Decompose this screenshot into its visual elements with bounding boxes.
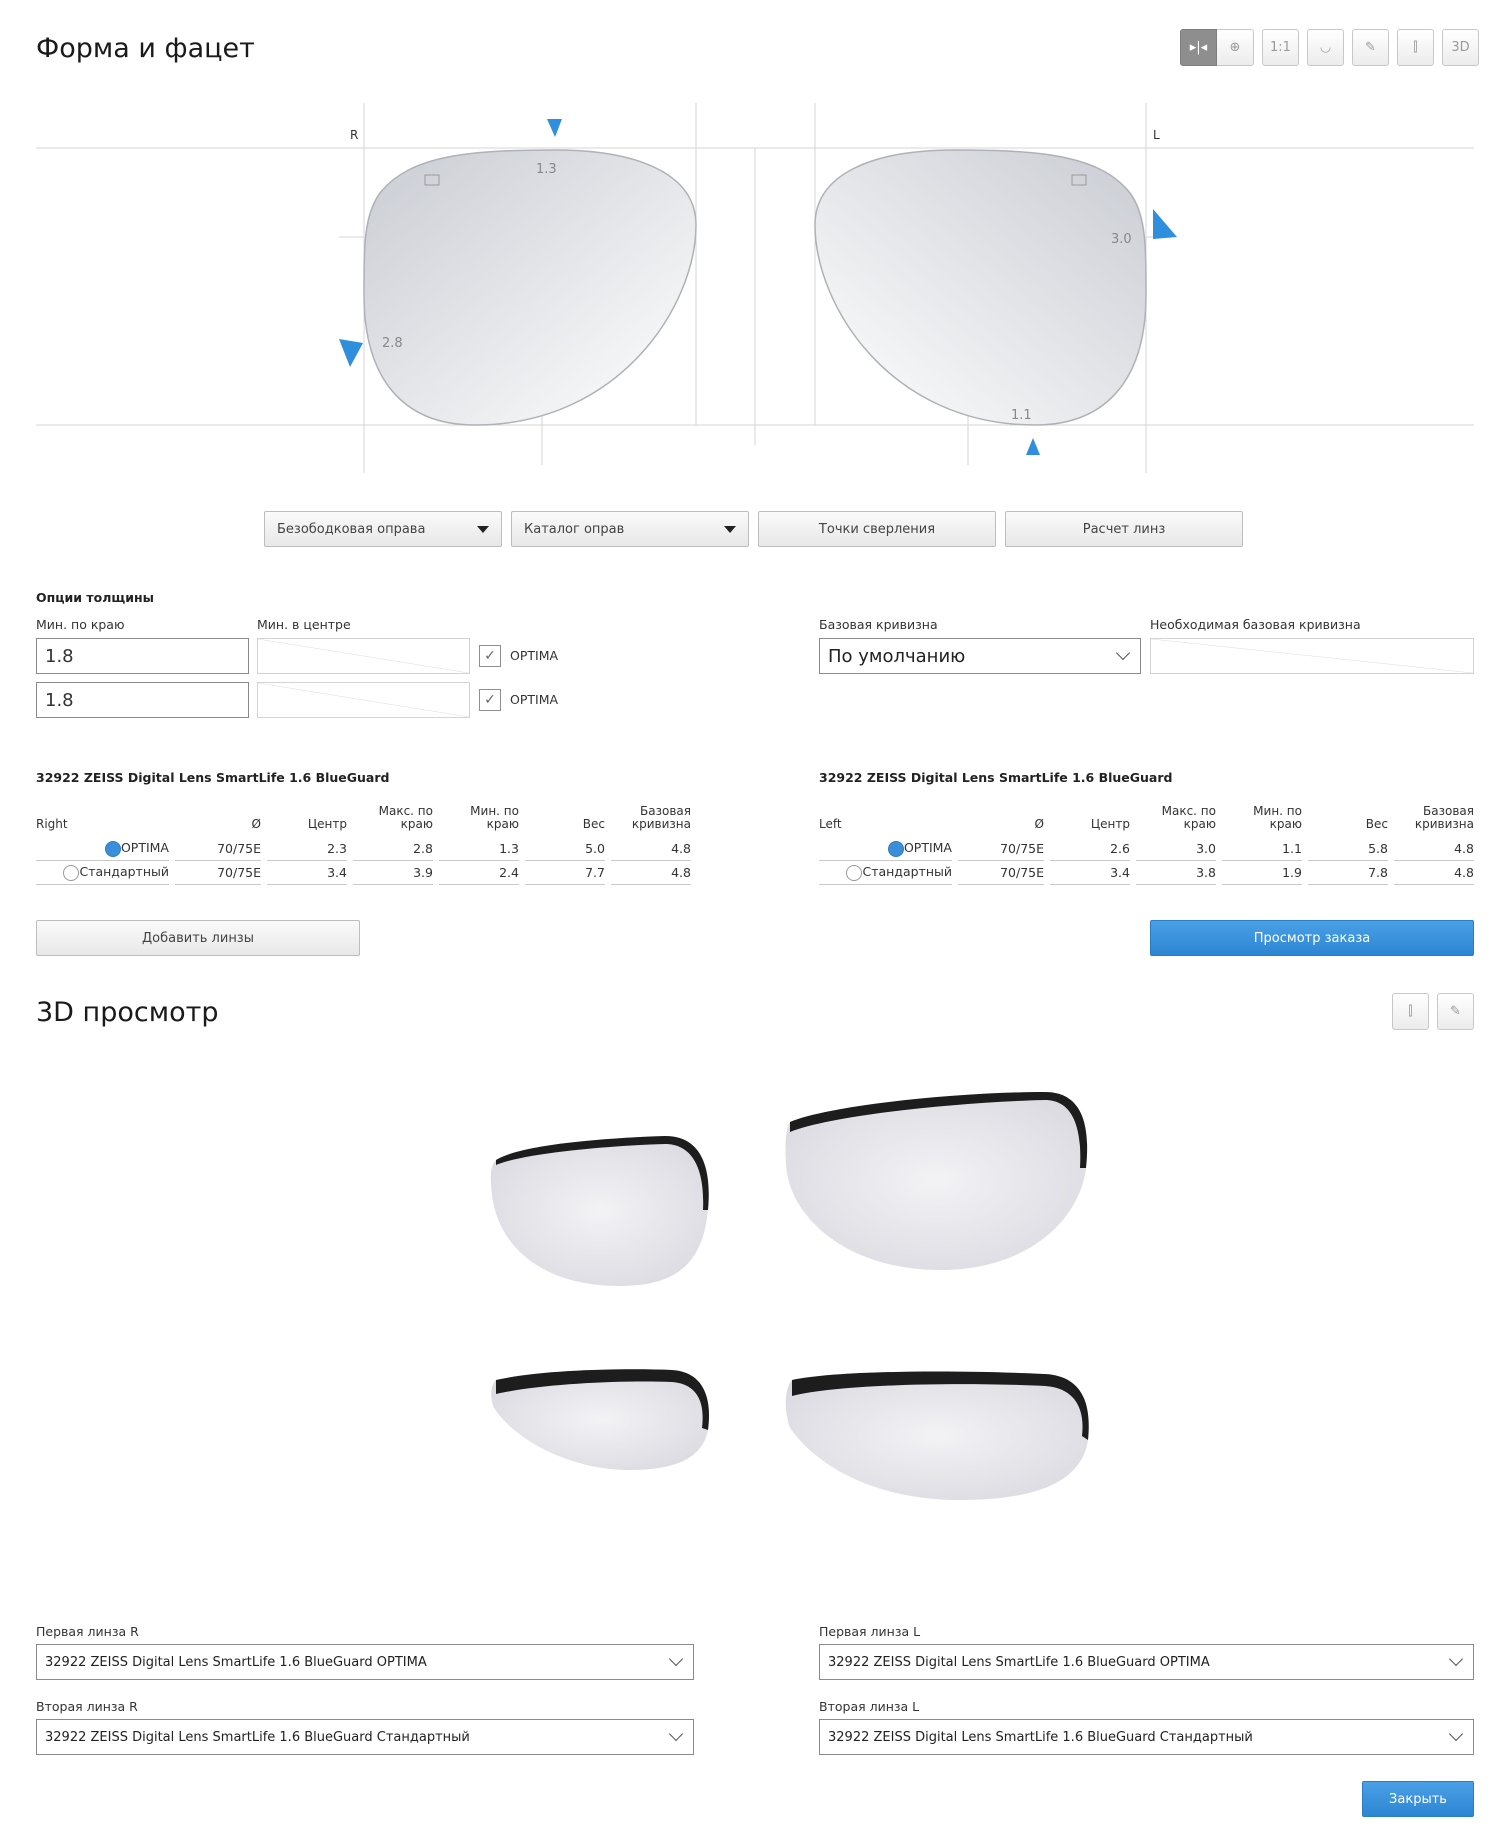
first-lens-l-select[interactable] (819, 1644, 1474, 1680)
view3d-title: 3D просмотр (36, 997, 219, 1028)
table-row[interactable] (36, 837, 691, 861)
col-min-edge: Мин. по краю (470, 804, 519, 831)
right-side-label: R (350, 128, 359, 142)
radio-standard-l[interactable] (846, 865, 862, 881)
cell-max-edge: 3.9 (353, 861, 433, 885)
chevron-down-icon (1449, 1727, 1463, 1741)
second-lens-r-select[interactable] (36, 1719, 694, 1755)
cell-center: 3.4 (1050, 861, 1130, 885)
right-top-value: 1.3 (536, 162, 557, 177)
optima-checkbox-r[interactable] (479, 645, 501, 667)
lens-3d-viewer[interactable] (0, 1070, 1500, 1530)
add-lenses-button[interactable]: Добавить линзы (36, 920, 360, 956)
cell-base-curve: 4.8 (1394, 861, 1474, 885)
required-base-curve-label: Необходимая базовая кривизна (1150, 617, 1361, 632)
crosshair-button[interactable]: ⊕ (1217, 29, 1254, 66)
cell-max-edge: 3.0 (1136, 837, 1216, 861)
shape-toolbar (1180, 29, 1479, 66)
drill-points-button[interactable]: Точки сверления (758, 511, 996, 547)
caret-down-icon (477, 526, 489, 533)
cell-weight: 7.7 (525, 861, 605, 885)
frame-catalog-dropdown[interactable] (511, 511, 749, 547)
cell-base-curve: 4.8 (611, 837, 691, 861)
table-row[interactable] (819, 861, 1474, 885)
left-bottom-value: 1.1 (1011, 408, 1032, 423)
cell-diameter: 70/75E (958, 837, 1044, 861)
left-side-label: L (1153, 128, 1160, 142)
guide-lines (36, 103, 1474, 473)
scale-1to1-button[interactable]: 1:1 (1262, 29, 1299, 66)
right-lens-table (30, 805, 697, 885)
chevron-down-icon (669, 1727, 683, 1741)
col-side: Left (819, 817, 842, 831)
lens-shape-canvas[interactable] (0, 95, 1500, 485)
cell-min-edge: 1.3 (439, 837, 519, 861)
check-icon: ✓ (484, 648, 496, 664)
cell-base-curve: 4.8 (1394, 837, 1474, 861)
second-lens-r-label: Вторая линза R (36, 1699, 138, 1714)
first-lens-r-value: 32922 ZEISS Digital Lens SmartLife 1.6 BlueGuard OPTIMA (45, 1654, 427, 1670)
col-base-curve: Базовая кривизна (631, 804, 691, 831)
col-diameter: Ø (251, 817, 261, 831)
base-curve-select[interactable] (819, 638, 1141, 674)
col-center: Центр (1090, 817, 1130, 831)
row-name: Стандартный (862, 864, 952, 880)
second-lens-r-value: 32922 ZEISS Digital Lens SmartLife 1.6 BlueGuard Стандартный (45, 1729, 470, 1745)
frame-catalog-value: Каталог оправ (524, 521, 625, 537)
cell-min-edge: 1.9 (1222, 861, 1302, 885)
row-name: OPTIMA (120, 840, 169, 856)
col-base-curve: Базовая кривизна (1414, 804, 1474, 831)
right-lens-shape (364, 150, 696, 425)
left-product-title: 32922 ZEISS Digital Lens SmartLife 1.6 BlueGuard (819, 770, 1173, 785)
edit-pencil-button[interactable]: ✎ (1437, 993, 1474, 1030)
left-lens-shape (815, 150, 1146, 425)
first-lens-r-select[interactable] (36, 1644, 694, 1680)
cell-weight: 7.8 (1308, 861, 1388, 885)
min-edge-input-r[interactable]: 1.8 (36, 638, 249, 674)
left-lens-table (813, 805, 1480, 885)
cell-min-edge: 1.1 (1222, 837, 1302, 861)
cell-center: 3.4 (267, 861, 347, 885)
caret-down-icon (724, 526, 736, 533)
row-name: Стандартный (79, 864, 169, 880)
center-align-button[interactable]: ▸|◂ (1180, 29, 1217, 66)
right-lens-3d-standard (491, 1369, 709, 1470)
col-center: Центр (307, 817, 347, 831)
left-lens-3d-standard (786, 1372, 1089, 1500)
col-weight: Вес (582, 817, 605, 831)
base-curve-label: Базовая кривизна (819, 617, 938, 632)
min-edge-input-l[interactable]: 1.8 (36, 682, 249, 718)
cell-center: 2.3 (267, 837, 347, 861)
thickness-view-button[interactable]: ⫿ (1397, 29, 1434, 66)
required-base-curve-input (1150, 638, 1474, 674)
edit-pencil-button[interactable]: ✎ (1352, 29, 1389, 66)
optima-label-r: OPTIMA (510, 648, 559, 663)
optima-label-l: OPTIMA (510, 692, 559, 707)
order-preview-button[interactable]: Просмотр заказа (1150, 920, 1474, 956)
thickness-view-button[interactable]: ⫿ (1392, 993, 1429, 1030)
col-diameter: Ø (1034, 817, 1044, 831)
cell-center: 2.6 (1050, 837, 1130, 861)
min-edge-label: Мин. по краю (36, 617, 125, 632)
col-min-edge: Мин. по краю (1253, 804, 1302, 831)
page-title: Форма и фацет (36, 33, 255, 64)
second-lens-l-value: 32922 ZEISS Digital Lens SmartLife 1.6 BlueGuard Стандартный (828, 1729, 1253, 1745)
col-max-edge: Макс. по краю (1161, 804, 1216, 831)
cell-diameter: 70/75E (958, 861, 1044, 885)
view3d-toolbar (1392, 993, 1474, 1030)
right-product-title: 32922 ZEISS Digital Lens SmartLife 1.6 BlueGuard (36, 770, 390, 785)
cell-diameter: 70/75E (175, 861, 261, 885)
cell-base-curve: 4.8 (611, 861, 691, 885)
frame-type-dropdown[interactable] (264, 511, 502, 547)
radio-standard-r[interactable] (63, 865, 79, 881)
lens-calc-button[interactable]: Расчет линз (1005, 511, 1243, 547)
min-center-label: Мин. в центре (257, 617, 351, 632)
radio-optima-r[interactable] (105, 841, 121, 857)
radio-optima-l[interactable] (888, 841, 904, 857)
table-row[interactable] (36, 861, 691, 885)
thickness-options-title: Опции толщины (36, 590, 154, 605)
left-right-value: 3.0 (1111, 232, 1132, 247)
row-name: OPTIMA (903, 840, 952, 856)
right-left-value: 2.8 (382, 336, 403, 351)
chevron-down-icon (1116, 646, 1130, 660)
cell-weight: 5.0 (525, 837, 605, 861)
close-button[interactable]: Закрыть (1362, 1781, 1474, 1817)
first-lens-r-label: Первая линза R (36, 1624, 139, 1639)
cell-diameter: 70/75E (175, 837, 261, 861)
first-lens-l-value: 32922 ZEISS Digital Lens SmartLife 1.6 BlueGuard OPTIMA (828, 1654, 1210, 1670)
col-weight: Вес (1365, 817, 1388, 831)
check-icon: ✓ (484, 692, 496, 708)
left-lens-3d-optima (785, 1092, 1087, 1270)
view-3d-button[interactable]: 3D (1442, 29, 1479, 66)
cell-min-edge: 2.4 (439, 861, 519, 885)
col-max-edge: Макс. по краю (378, 804, 433, 831)
min-center-input-l (257, 682, 470, 718)
chevron-down-icon (669, 1652, 683, 1666)
right-lens-3d-optima (491, 1136, 709, 1286)
col-side: Right (36, 817, 68, 831)
view-mode-group (1180, 29, 1254, 66)
cell-max-edge: 2.8 (353, 837, 433, 861)
first-lens-l-label: Первая линза L (819, 1624, 921, 1639)
optima-checkbox-l[interactable] (479, 689, 501, 711)
min-center-input-r (257, 638, 470, 674)
second-lens-l-select[interactable] (819, 1719, 1474, 1755)
cell-max-edge: 3.8 (1136, 861, 1216, 885)
second-lens-l-label: Вторая линза L (819, 1699, 920, 1714)
lens-view-button[interactable]: ◡ (1307, 29, 1344, 66)
chevron-down-icon (1449, 1652, 1463, 1666)
base-curve-value: По умолчанию (828, 645, 966, 667)
cell-weight: 5.8 (1308, 837, 1388, 861)
frame-type-value: Безободковая оправа (277, 521, 426, 537)
table-row[interactable] (819, 837, 1474, 861)
